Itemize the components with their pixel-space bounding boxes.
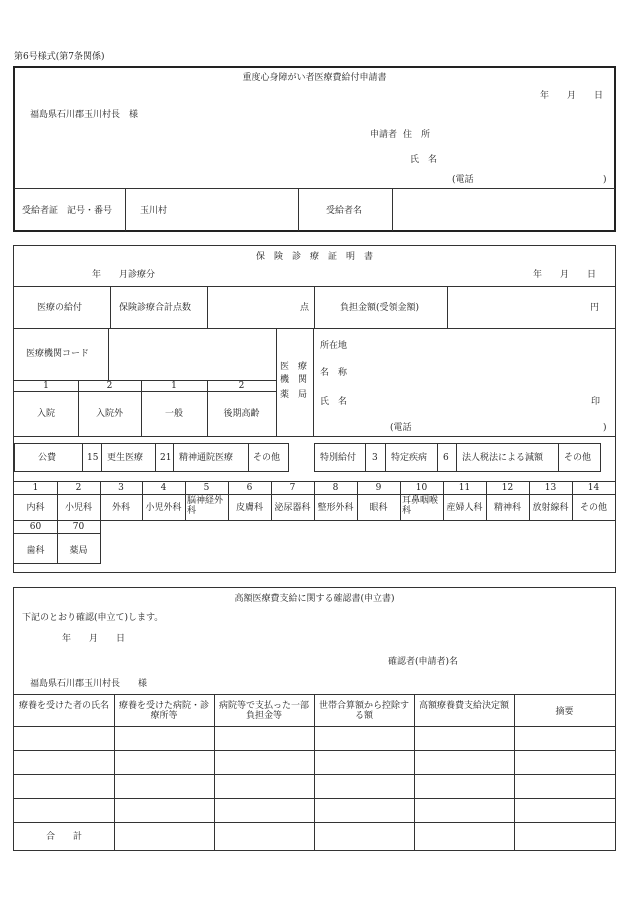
- visit-outpatient[interactable]: 入院外: [95, 409, 123, 419]
- dept-code-14: 14: [587, 483, 600, 493]
- visit-code-1: 1: [43, 381, 49, 391]
- visit-code-4: 2: [238, 381, 245, 391]
- certificate-date[interactable]: 年 月 日: [533, 270, 597, 280]
- inst-label-4: 関: [298, 375, 308, 385]
- dept-code-11: 11: [458, 483, 471, 493]
- dept-pharmacy[interactable]: 薬局: [69, 546, 88, 556]
- col-copayment: 病院等で支払った一部負担金等: [218, 701, 309, 721]
- dept-other[interactable]: その他: [579, 503, 607, 513]
- dept-pediatric-surgery[interactable]: 小児外科: [145, 503, 182, 513]
- visit-code-2: 2: [106, 381, 113, 391]
- special-other[interactable]: その他: [564, 453, 592, 463]
- medical-benefit-label: 医療の給付: [37, 303, 83, 313]
- dept-code-8: 8: [332, 483, 339, 493]
- col-remarks: 摘要: [555, 707, 574, 717]
- phone-label: (電話: [452, 175, 474, 185]
- col-decided-amount: 高額療養費支給決定額: [418, 701, 509, 711]
- inst-label-6: 局: [298, 390, 308, 400]
- dept-dental[interactable]: 歯科: [26, 546, 45, 556]
- inst-label-3: 機: [280, 375, 290, 385]
- dept-surgery[interactable]: 外科: [111, 503, 130, 513]
- dept-obstetrics[interactable]: 産婦人科: [446, 503, 483, 513]
- certificate-title: 保 険 診 療 証 明 書: [255, 252, 373, 262]
- confirmation-title: 高額医療費支給に関する確認書(申立書): [234, 594, 395, 604]
- dept-code-60: 60: [29, 522, 42, 532]
- public-mental[interactable]: 精神通院医療: [179, 453, 234, 463]
- confirmation-intro: 下記のとおり確認(申立て)します。: [22, 613, 164, 623]
- public-label: 公費: [38, 453, 57, 463]
- dept-code-1: 1: [32, 483, 39, 493]
- visit-general[interactable]: 一般: [164, 409, 183, 419]
- dept-code-70: 70: [72, 522, 85, 532]
- confirmation-addressee: 福島県石川郡玉川村長 様: [30, 679, 148, 689]
- visit-elderly[interactable]: 後期高齢: [223, 409, 260, 419]
- application-date[interactable]: 年 月 日: [540, 91, 604, 101]
- public-other[interactable]: その他: [253, 453, 281, 463]
- dept-ophthalmology[interactable]: 眼科: [369, 503, 388, 513]
- recipient-label: 受給者名: [326, 206, 363, 216]
- special-code-3: 3: [372, 453, 378, 463]
- confirmer-label: 確認者(申請者)名: [388, 657, 459, 667]
- dept-pediatrics[interactable]: 小児科: [64, 503, 92, 513]
- dept-code-9: 9: [375, 483, 382, 493]
- inst-phone-label: (電話: [390, 423, 412, 433]
- total-label: 合 計: [45, 832, 82, 842]
- public-rehab[interactable]: 更生医療: [107, 453, 144, 463]
- form-number: 第6号様式(第7条関係): [14, 52, 105, 62]
- special-disease[interactable]: 特定疾病: [391, 453, 428, 463]
- location-label: 所在地: [320, 341, 348, 351]
- dept-code-2: 2: [75, 483, 82, 493]
- dept-urology[interactable]: 泌尿器科: [274, 503, 311, 513]
- dept-orthopedics[interactable]: 整形外科: [317, 503, 354, 513]
- points-label: 保険診療合計点数: [119, 303, 192, 313]
- applicant-label: 申請者: [370, 130, 398, 140]
- dept-code-6: 6: [246, 483, 253, 493]
- dept-code-10: 10: [415, 483, 428, 493]
- col-deduction: 世帯合算額から控除する額: [318, 701, 409, 721]
- dept-code-7: 7: [289, 483, 296, 493]
- visit-code-3: 1: [171, 381, 177, 391]
- special-tax-reduction[interactable]: 法人税法による減額: [462, 453, 544, 463]
- village-name: 玉川村: [140, 206, 168, 216]
- person-name-label: 氏 名: [320, 397, 348, 407]
- public-code-21: 21: [160, 453, 172, 463]
- inst-code-label: 医療機関コード: [26, 349, 90, 359]
- dept-code-3: 3: [118, 483, 124, 493]
- dept-radiology[interactable]: 放射線科: [532, 503, 569, 513]
- dept-dermatology[interactable]: 皮膚科: [235, 503, 263, 513]
- dept-code-12: 12: [501, 483, 514, 493]
- special-code-6: 6: [443, 453, 449, 463]
- dept-code-4: 4: [160, 483, 167, 493]
- dept-psychiatry[interactable]: 精神科: [493, 503, 521, 513]
- points-unit: 点: [300, 303, 310, 313]
- special-label: 特別給付: [320, 453, 357, 463]
- application-title: 重度心身障がい者医療費給付申請書: [242, 73, 387, 83]
- dept-ent[interactable]: 耳鼻咽喉科: [402, 496, 439, 516]
- inst-label-5: 薬: [280, 390, 290, 400]
- public-code-15: 15: [87, 453, 99, 463]
- dept-neurosurgery[interactable]: 脳神経外科: [187, 496, 224, 516]
- inst-name-label: 名 称: [320, 368, 348, 378]
- col-patient-name: 療養を受けた者の氏名: [18, 701, 109, 711]
- yen-unit: 円: [590, 303, 600, 313]
- burden-label: 負担金額(受領金額): [340, 303, 420, 313]
- name-label: 氏 名: [410, 155, 438, 165]
- seal-mark: 印: [591, 397, 601, 407]
- certificate-month[interactable]: 年 月診療分: [92, 270, 156, 280]
- phone-close: ): [603, 175, 607, 185]
- dept-code-13: 13: [544, 483, 557, 493]
- cert-number-label: 受給者証 記号・番号: [22, 206, 113, 216]
- dept-code-5: 5: [203, 483, 210, 493]
- inst-label-1: 医: [280, 362, 290, 372]
- col-hospital: 療養を受けた病院・診療所等: [118, 701, 209, 721]
- dept-internal[interactable]: 内科: [26, 503, 45, 513]
- address-label: 住 所: [403, 130, 431, 140]
- inst-phone-close: ): [603, 423, 607, 433]
- inst-label-2: 療: [298, 362, 308, 372]
- confirmation-date[interactable]: 年 月 日: [62, 634, 126, 644]
- application-addressee: 福島県石川郡玉川村長 様: [30, 110, 139, 120]
- visit-inpatient[interactable]: 入院: [36, 409, 55, 419]
